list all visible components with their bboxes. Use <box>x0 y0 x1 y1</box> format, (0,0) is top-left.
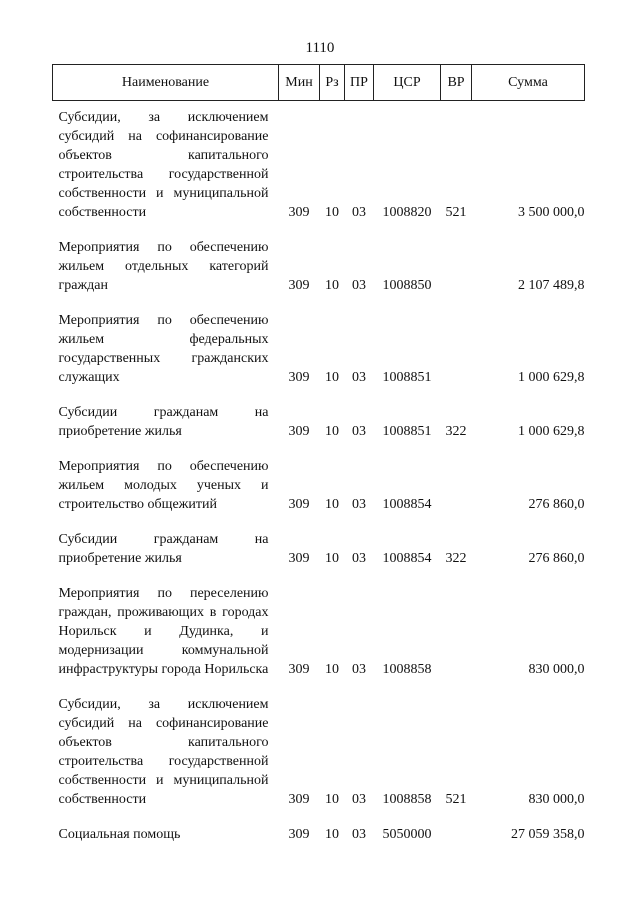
row-sum: 27 059 358,0 <box>511 827 585 842</box>
row-vr <box>441 453 472 526</box>
row-csr: 1008820 <box>382 205 432 220</box>
table-row <box>53 453 585 526</box>
row-min: 309 <box>288 662 310 677</box>
row-vr <box>441 580 472 691</box>
table-row <box>53 580 585 691</box>
row-name: Субсидии, за исключением субсидий на софинансирование объектов капитального строительства государственной собственности и муниципальной собственности <box>58 697 269 807</box>
row-csr: 5050000 <box>382 827 432 842</box>
row-pr: 03 <box>352 424 366 439</box>
header-pr: ПР <box>345 65 374 101</box>
row-csr: 1008851 <box>382 370 432 385</box>
row-vr: 322 <box>445 424 467 439</box>
row-pr: 03 <box>352 551 366 566</box>
row-rz: 10 <box>325 792 339 807</box>
row-min: 309 <box>288 278 310 293</box>
row-rz: 10 <box>325 497 339 512</box>
row-rz: 10 <box>325 551 339 566</box>
row-min: 309 <box>288 205 310 220</box>
row-name: Субсидии гражданам на приобретение жилья <box>58 405 269 439</box>
header-rz: Рз <box>320 65 345 101</box>
row-csr: 1008850 <box>382 278 432 293</box>
row-sum: 1 000 629,8 <box>518 370 585 385</box>
header-sum: Сумма <box>472 65 585 101</box>
header-vr: ВР <box>441 65 472 101</box>
table-row <box>53 691 585 821</box>
row-csr: 1008851 <box>382 424 432 439</box>
row-name: Мероприятия по обеспечению жильем федеральных государственных гражданских служащих <box>58 313 269 385</box>
row-rz: 10 <box>325 827 339 842</box>
budget-table <box>52 64 585 856</box>
row-min: 309 <box>288 551 310 566</box>
row-sum: 3 500 000,0 <box>518 205 585 220</box>
row-sum: 830 000,0 <box>528 792 585 807</box>
row-name: Социальная помощь <box>58 827 181 842</box>
row-sum: 2 107 489,8 <box>518 278 585 293</box>
table-row <box>53 101 585 235</box>
row-vr: 322 <box>445 551 467 566</box>
row-sum: 276 860,0 <box>528 551 585 566</box>
row-sum: 276 860,0 <box>528 497 585 512</box>
header-min: Мин <box>279 65 320 101</box>
row-vr <box>441 234 472 307</box>
row-name: Мероприятия по обеспечению жильем отдельных категорий граждан <box>58 240 269 293</box>
row-rz: 10 <box>325 370 339 385</box>
table-row <box>53 234 585 307</box>
table-header-row <box>53 65 585 101</box>
row-pr: 03 <box>352 497 366 512</box>
row-name: Субсидии гражданам на приобретение жилья <box>58 532 269 566</box>
row-name: Субсидии, за исключением субсидий на софинансирование объектов капитального строительства государственной собственности и муниципальной собственности <box>58 110 269 220</box>
row-pr: 03 <box>352 827 366 842</box>
row-vr: 521 <box>445 792 467 807</box>
row-name: Мероприятия по переселению граждан, проживающих в городах Норильск и Дудинка, и модернизации коммунальной инфраструктуры города Норильска <box>58 586 269 677</box>
row-min: 309 <box>288 370 310 385</box>
row-pr: 03 <box>352 792 366 807</box>
row-rz: 10 <box>325 278 339 293</box>
row-pr: 03 <box>352 278 366 293</box>
row-vr: 521 <box>445 205 467 220</box>
header-name: Наименование <box>53 65 279 101</box>
row-csr: 1008854 <box>382 551 432 566</box>
row-vr <box>441 821 472 856</box>
row-pr: 03 <box>352 662 366 677</box>
row-csr: 1008854 <box>382 497 432 512</box>
row-vr <box>441 307 472 399</box>
table-row <box>53 399 585 453</box>
table-row <box>53 821 585 856</box>
row-rz: 10 <box>325 424 339 439</box>
row-min: 309 <box>288 792 310 807</box>
row-sum: 830 000,0 <box>528 662 585 677</box>
row-csr: 1008858 <box>382 792 432 807</box>
row-rz: 10 <box>325 662 339 677</box>
table-row <box>53 307 585 399</box>
page-number: 1110 <box>305 40 335 56</box>
row-pr: 03 <box>352 370 366 385</box>
header-csr: ЦСР <box>374 65 441 101</box>
row-sum: 1 000 629,8 <box>518 424 585 439</box>
row-min: 309 <box>288 497 310 512</box>
row-rz: 10 <box>325 205 339 220</box>
row-min: 309 <box>288 827 310 842</box>
row-min: 309 <box>288 424 310 439</box>
row-name: Мероприятия по обеспечению жильем молодых ученых и строительство общежитий <box>58 459 269 512</box>
row-pr: 03 <box>352 205 366 220</box>
table-row <box>53 526 585 580</box>
row-csr: 1008858 <box>382 662 432 677</box>
